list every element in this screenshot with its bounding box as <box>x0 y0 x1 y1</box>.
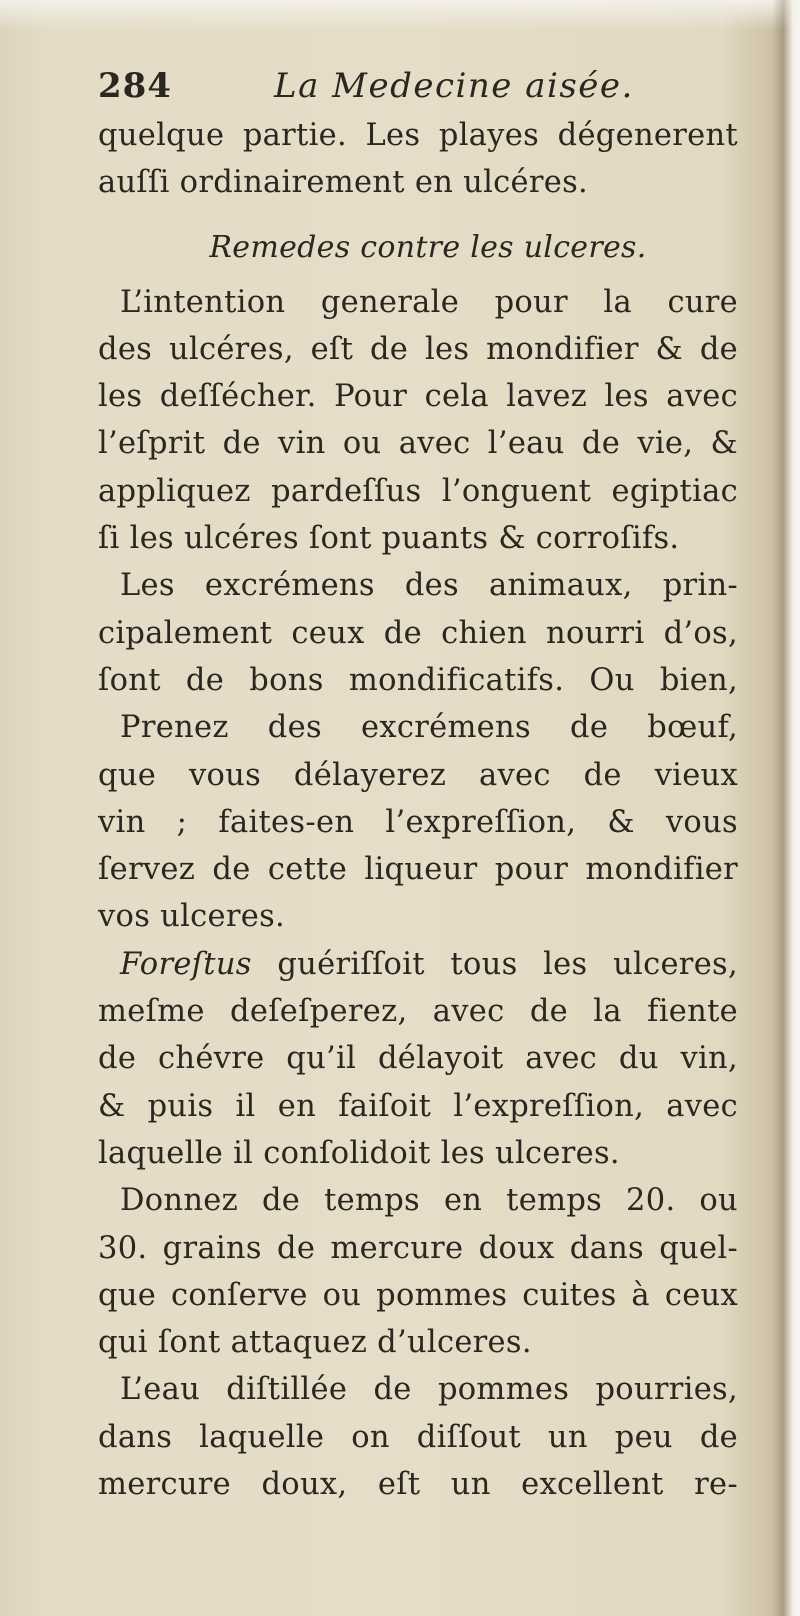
page-top-shading <box>0 0 800 30</box>
text-line: vos ulceres. <box>98 899 286 935</box>
text-line: que vous délayerez avec de vieux <box>98 757 738 793</box>
text-line: appliquez pardeſſus l’onguent egiptiac <box>98 473 738 509</box>
text-line: Donnez de temps en temps 20. ou <box>120 1183 738 1219</box>
section-heading: Remedes contre les ulceres. <box>209 229 647 265</box>
text-line: auſſi ordinairement en ulcéres. <box>98 165 589 201</box>
page-edge-shading <box>772 0 800 1616</box>
running-title: La Medecine aisée. <box>274 66 634 106</box>
text-line: vin ; faites-en l’expreſſion, & vous <box>98 804 738 840</box>
text-line: de chévre qu’il délayoit avec du vin, <box>98 1041 738 1077</box>
text-line: 30. grains de mercure doux dans quel- <box>98 1230 738 1266</box>
text-line: quelque partie. Les playes dégenerent <box>98 118 738 153</box>
text-line: les deſſécher. Pour cela lavez les avec <box>98 379 738 415</box>
text-line: ſi les ulcéres ſont puants & corroſifs. <box>98 521 680 557</box>
text-line: Prenez des excrémens de bœuf, <box>120 710 738 746</box>
text-line: ſervez de cette liqueur pour mondifier <box>98 852 738 888</box>
text-line-rest: guériſſoit tous les ulceres, <box>277 946 738 982</box>
text-line: & puis il en faiſoit l’expreſſion, avec <box>98 1088 738 1124</box>
text-line: meſme deſeſperez, avec de la fiente <box>98 994 738 1030</box>
text-block <box>98 112 738 1508</box>
text-line: qui ſont attaquez d’ulceres. <box>98 1325 532 1361</box>
text-line: cipalement ceux de chien nourri d’os, <box>98 615 738 651</box>
text-line: l’eſprit de vin ou avec l’eau de vie, & <box>98 426 738 462</box>
text-line: mercure doux, eſt un excellent re- <box>98 1467 738 1503</box>
text-line: des ulcéres, eſt de les mondifier & de <box>98 331 738 367</box>
text-line <box>98 941 738 988</box>
author-name: Foreſtus <box>120 946 252 982</box>
text-line: que conſerve ou pommes cuites à ceux <box>98 1277 738 1313</box>
text-line: dans laquelle on diſſout un peu de <box>98 1419 738 1455</box>
running-head <box>98 66 658 116</box>
text-line: L’eau diſtillée de pommes pourries, <box>120 1372 738 1408</box>
text-line: ſont de bons mondificatifs. Ou bien, <box>98 662 738 698</box>
page-number: 284 <box>98 66 172 106</box>
text-line: Les excrémens des animaux, prin- <box>120 568 738 604</box>
text-line: laquelle il conſolidoit les ulceres. <box>98 1135 620 1171</box>
text-line: L’intention generale pour la cure <box>120 284 738 320</box>
